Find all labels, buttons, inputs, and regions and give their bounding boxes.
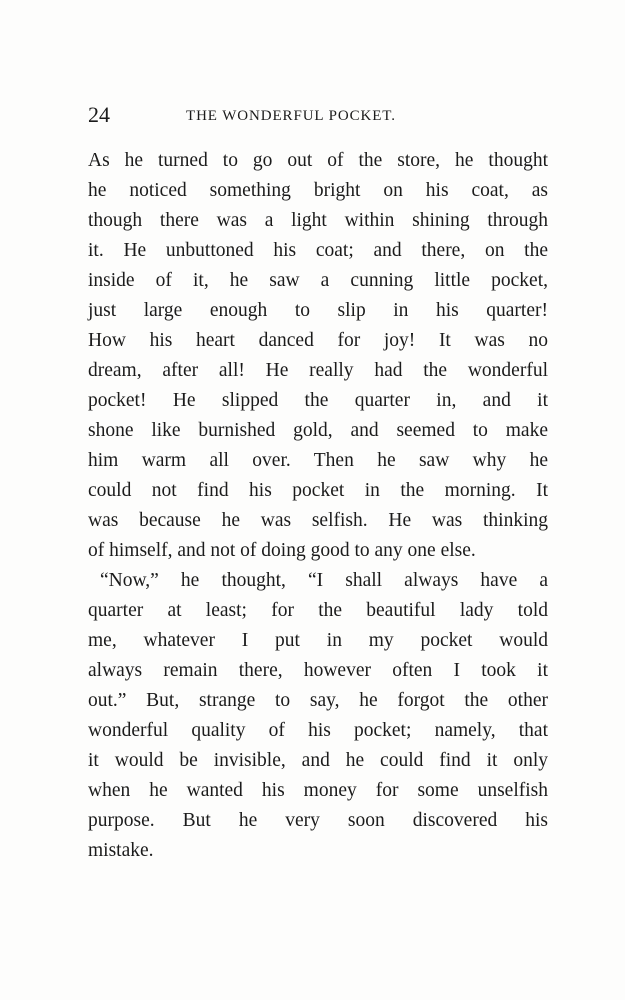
text-line: “Now,” he thought, “I shall always have a [100,570,548,591]
text-line: wonderful quality of his pocket; namely, that [88,720,548,741]
text-line: purpose. But he very soon discovered his [88,810,548,831]
text-line: quarter at least; for the beautiful lady told [88,600,548,621]
text-line: was because he was selfish. He was thinking [88,510,548,531]
text-line: out.” But, strange to say, he forgot the other [88,690,548,711]
text-line: shone like burnished gold, and seemed to make [88,420,548,441]
text-line: dream, after all! He really had the wonderful [88,360,548,381]
text-line: it. He unbuttoned his coat; and there, on the [88,240,548,261]
text-line: though there was a light within shining through [88,210,548,231]
text-line: always remain there, however often I took it [88,660,548,681]
text-line: when he wanted his money for some unselfish [88,780,548,801]
text-line: he noticed something bright on his coat, as [88,180,548,201]
text-line: How his heart danced for joy! It was no [88,330,548,351]
text-line: inside of it, he saw a cunning little pocket, [88,270,548,291]
page-header [88,100,548,130]
text-line: him warm all over. Then he saw why he [88,450,548,471]
text-line: it would be invisible, and he could find it only [88,750,548,771]
text-line: As he turned to go out of the store, he thought [88,150,548,171]
text-line: of himself, and not of doing good to any one else. [88,540,476,561]
body-text [88,146,548,866]
text-line: mistake. [88,840,154,861]
page-number: 24 [88,102,110,127]
text-line: just large enough to slip in his quarter! [88,300,548,321]
text-line: could not find his pocket in the morning. It [88,480,548,501]
running-title: THE WONDERFUL POCKET. [186,108,396,124]
text-line: pocket! He slipped the quarter in, and it [88,390,548,411]
text-line: me, whatever I put in my pocket would [88,630,548,651]
